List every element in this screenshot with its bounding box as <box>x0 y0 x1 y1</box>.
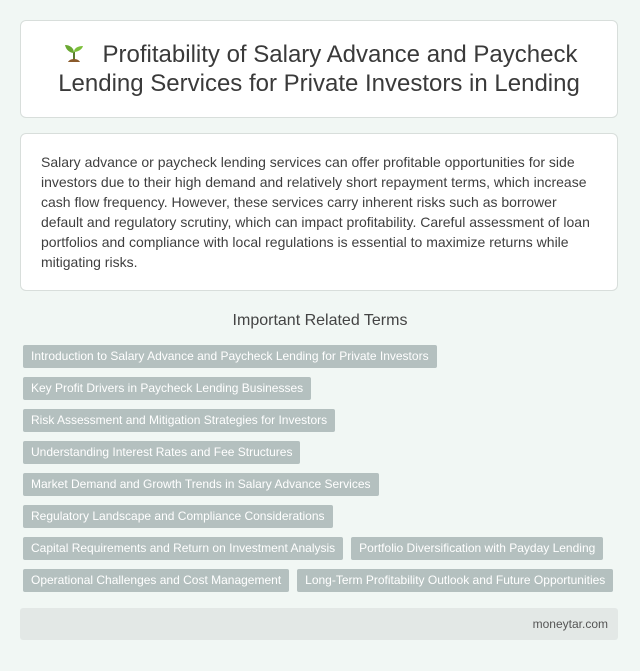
term-row <box>23 345 623 368</box>
term-chip[interactable]: Market Demand and Growth Trends in Salary Advance Services <box>23 473 379 496</box>
page-title-text: Profitability of Salary Advance and Paycheck Lending Services for Private Investors in Lending <box>58 41 580 97</box>
summary-text: Salary advance or paycheck lending services can offer profitable opportunities for side investors due to their high demand and relatively short repayment terms, which increase cash flow frequency. However, these services carry inherent risks such as borrower default and regulatory scrutiny, which can impact profitability. Careful assessment of loan portfolios and compliance with local regulations is essential to maximize returns while mitigating risks. <box>41 154 590 270</box>
term-chip[interactable]: Risk Assessment and Mitigation Strategies for Investors <box>23 409 335 432</box>
term-chip[interactable]: Introduction to Salary Advance and Paycheck Lending for Private Investors <box>23 345 437 368</box>
term-chip[interactable]: Portfolio Diversification with Payday Lending <box>351 537 603 560</box>
summary-card <box>20 133 618 291</box>
term-chip[interactable]: Understanding Interest Rates and Fee Structures <box>23 441 300 464</box>
page-title <box>21 40 617 98</box>
term-row <box>23 505 623 528</box>
term-row <box>23 377 623 400</box>
term-chip[interactable]: Long-Term Profitability Outlook and Future Opportunities <box>297 569 613 592</box>
related-terms-list <box>23 345 623 601</box>
term-row <box>23 537 623 560</box>
term-chip[interactable]: Capital Requirements and Return on Investment Analysis <box>23 537 343 560</box>
sprout-icon <box>61 42 87 64</box>
term-row <box>23 569 623 592</box>
term-row <box>23 441 623 464</box>
term-row <box>23 409 623 432</box>
footer-site-link[interactable]: moneytar.com <box>532 617 608 631</box>
footer <box>20 608 618 640</box>
term-chip[interactable]: Regulatory Landscape and Compliance Considerations <box>23 505 333 528</box>
title-card <box>20 20 618 118</box>
term-chip[interactable]: Key Profit Drivers in Paycheck Lending Businesses <box>23 377 311 400</box>
term-row <box>23 473 623 496</box>
term-chip[interactable]: Operational Challenges and Cost Management <box>23 569 289 592</box>
related-terms-heading: Important Related Terms <box>232 312 408 329</box>
